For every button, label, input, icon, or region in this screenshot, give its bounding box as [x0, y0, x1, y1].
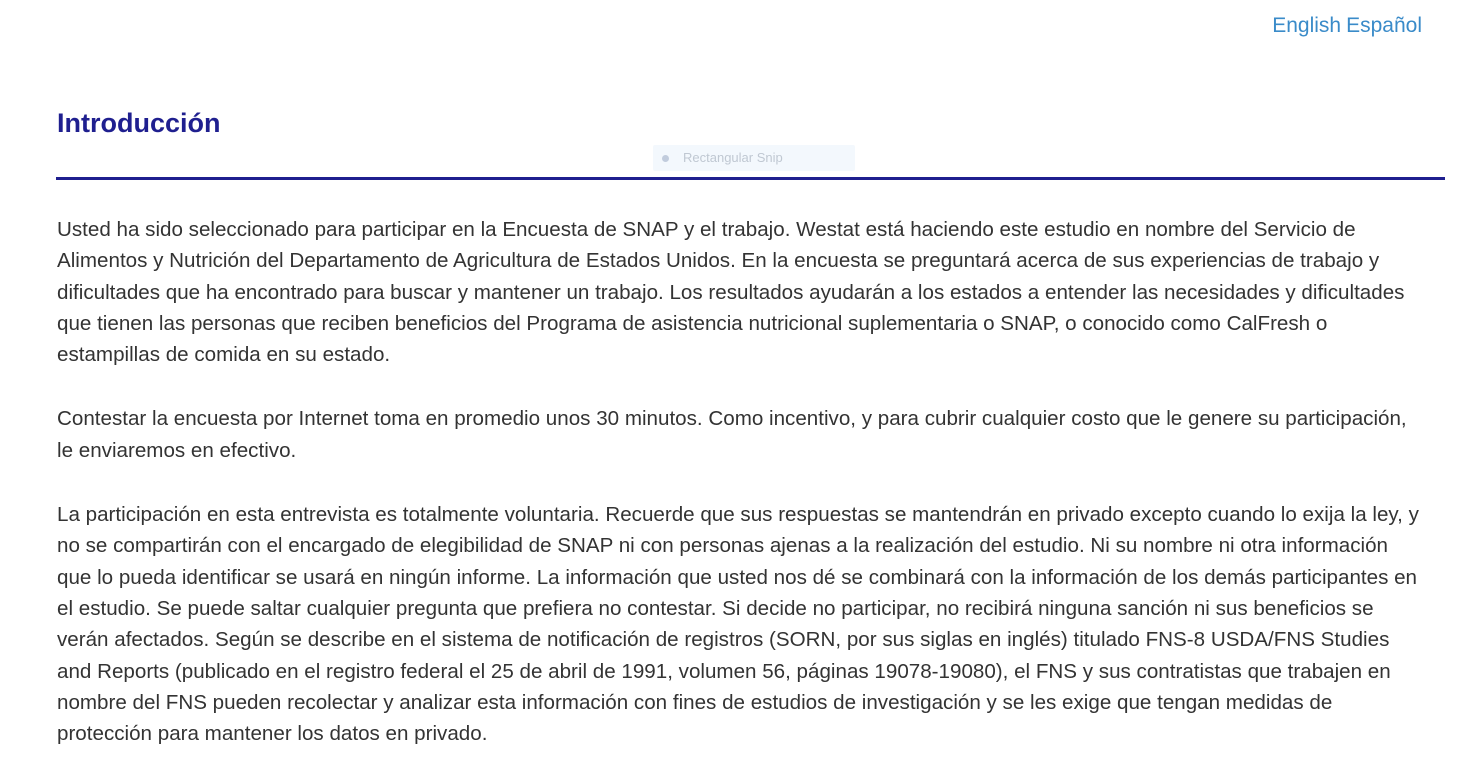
- language-switcher: [1272, 14, 1422, 38]
- intro-paragraph-privacy: La participación en esta entrevista es totalmente voluntaria. Recuerde que sus respuestas se mantendrán en privado excepto cuando lo exija la ley, y no se compartirán con el encargado de elegibilidad de SNAP ni con personas ajenas a la realización del estudio. Ni su nombre ni otra información que lo pueda identificar se usará en ningún informe. La información que usted nos dé se combinará con la información de los demás participantes en el estudio. Se puede saltar cualquier pregunta que prefiera no contestar. Si decide no participar, no recibirá ninguna sanción ni sus beneficios se verán afectados. Según se describe en el sistema de notificación de registros (SORN, por sus siglas en inglés) titulado FNS-8 USDA/FNS Studies and Reports (publicado en el registro federal el 25 de abril de 1991, volumen 56, páginas 19078-19080), el FNS y sus contratistas que trabajen en nombre del FNS pueden recolectar y analizar esta información con fines de estudios de investigación y se les exige que tengan medidas de protección para mantener los datos en privado.: [57, 503, 1419, 746]
- intro-content: [57, 214, 1427, 782]
- rectangular-snip-overlay: [653, 145, 855, 171]
- espanol-link[interactable]: Español: [1346, 14, 1422, 37]
- title-divider: [56, 177, 1445, 180]
- intro-paragraph-selection: Usted ha sido seleccionado para participar en la Encuesta de SNAP y el trabajo. Westat está haciendo este estudio en nombre del Servicio de Alimentos y Nutrición del Departamento de Agricultura de Estados Unidos. En la encuesta se preguntará acerca de sus experiencias de trabajo y dificultades que ha encontrado para buscar y mantener un trabajo. Los resultados ayudarán a los estados a entender las necesidades y dificultades que tienen las personas que reciben beneficios del Programa de asistencia nutricional suplementaria o SNAP, o conocido como CalFresh o estampillas de comida en su estado.: [57, 218, 1405, 367]
- intro-paragraph-incentive: Contestar la encuesta por Internet toma en promedio unos 30 minutos. Como incentivo, y para cubrir cualquier costo que le genere su participación, le enviaremos en efectivo.: [57, 407, 1407, 462]
- snip-mode-icon: [662, 155, 669, 162]
- english-link[interactable]: English: [1272, 14, 1342, 37]
- snip-overlay-label: Rectangular Snip: [683, 150, 783, 165]
- page-title: Introducción: [57, 108, 221, 138]
